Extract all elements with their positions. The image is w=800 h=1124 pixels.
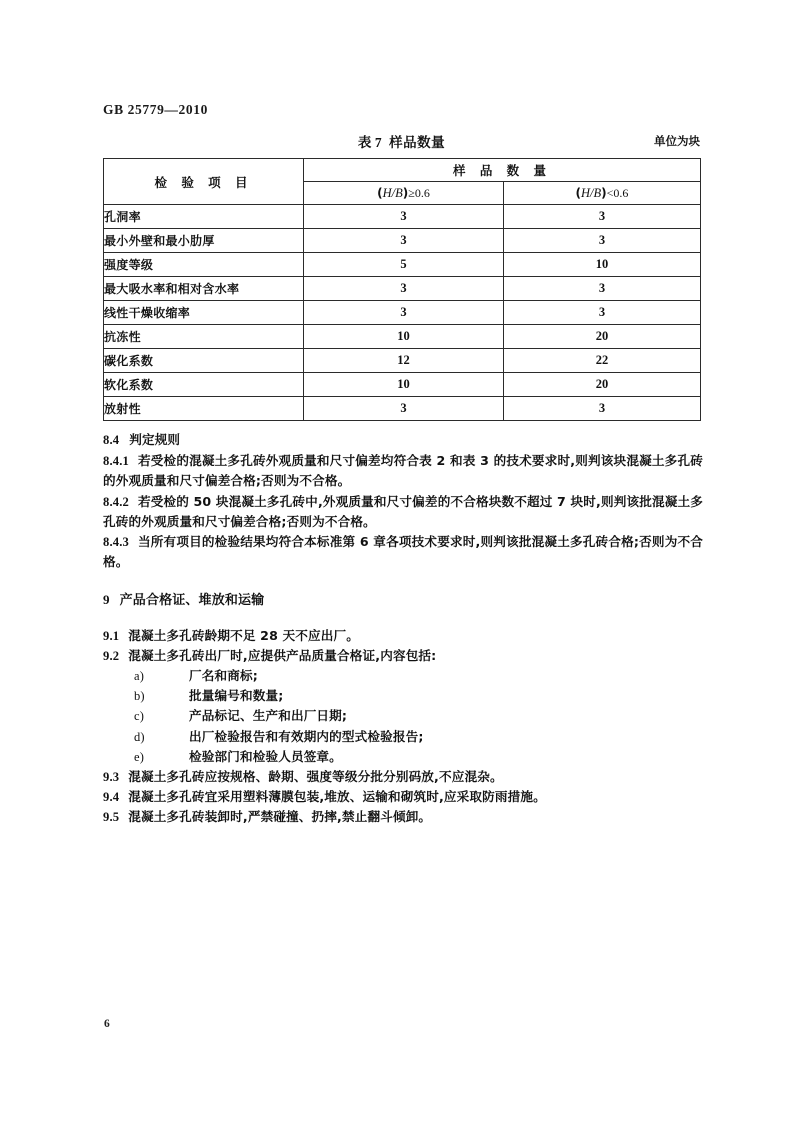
list-item [103, 706, 703, 726]
table-title-number: 7 [374, 135, 383, 150]
ratio-relation-lt: <0.6 [606, 185, 629, 200]
column-header-sample-quantity-group: 样 品 数 量 [304, 159, 701, 182]
cell-quantity-lt: 3 [504, 205, 701, 229]
clause-8-4-3 [103, 532, 703, 572]
list-item-text: 检验部门和检验人员签章。 [189, 748, 342, 764]
clause-8-4-title: 判定规则 [129, 432, 181, 447]
list-item [103, 747, 703, 767]
table-unit-note: 单位为块 [654, 134, 700, 148]
cell-quantity-ge: 5 [304, 253, 504, 277]
table-row [104, 205, 701, 229]
cell-inspection-item: 孔洞率 [104, 205, 304, 229]
cell-inspection-item: 最大吸水率和相对含水率 [104, 277, 304, 301]
clause-9-3 [103, 767, 703, 787]
cell-quantity-ge: 3 [304, 277, 504, 301]
ratio-variable-ge: H/B [382, 185, 403, 200]
running-header: GB 25779—2010 [103, 102, 208, 117]
list-item [103, 686, 703, 706]
section-9-heading [103, 590, 703, 611]
list-item-text: 厂名和商标; [189, 668, 258, 684]
column-header-inspection-item: 检 验 项 目 [104, 159, 304, 205]
cell-quantity-lt: 3 [504, 301, 701, 325]
list-item-text: 批量编号和数量; [189, 688, 284, 704]
section-9-number: 9 [103, 592, 110, 608]
body-text [103, 430, 703, 828]
clause-9-5-text: 混凝土多孔砖装卸时,严禁碰撞、扔摔,禁止翻斗倾卸。 [128, 809, 432, 825]
table-row [104, 229, 701, 253]
sample-quantity-table-wrapper [103, 158, 700, 421]
section-9-title: 产品合格证、堆放和运输 [119, 593, 265, 609]
clause-9-5-number: 9.5 [103, 810, 120, 825]
cell-quantity-ge: 3 [304, 301, 504, 325]
table-row [104, 325, 701, 349]
clause-9-2-number: 9.2 [103, 648, 120, 663]
clause-9-5 [103, 807, 703, 827]
list-item-marker: a) [134, 669, 145, 684]
clause-8-4-heading [103, 430, 703, 450]
clause-8-4-1-number: 8.4.1 [103, 454, 129, 469]
clause-8-4-2-text: 若受检的 50 块混凝土多孔砖中,外观质量和尺寸偏差的不合格块数不超过 7 块时,则判该批混凝土多孔砖的外观质量和尺寸偏差合格;否则为不合格。 [103, 493, 703, 529]
list-item-text: 产品标记、生产和出厂日期; [189, 708, 348, 724]
cell-quantity-ge: 10 [304, 325, 504, 349]
cell-quantity-lt: 20 [504, 373, 701, 397]
column-header-ratio-lt: (H/B)<0.6 [504, 182, 701, 205]
clause-9-1-text: 混凝土多孔砖龄期不足 28 天不应出厂。 [128, 627, 359, 643]
cell-quantity-ge: 3 [304, 205, 504, 229]
clause-9-1 [103, 626, 703, 646]
cell-quantity-lt: 20 [504, 325, 701, 349]
clause-9-3-text: 混凝土多孔砖应按规格、龄期、强度等级分批分别码放,不应混杂。 [128, 769, 503, 785]
list-item [103, 666, 703, 686]
table-header-row-1 [104, 159, 701, 182]
table-row [104, 301, 701, 325]
list-item-text: 出厂检验报告和有效期内的型式检验报告; [189, 728, 424, 744]
clause-8-4-1-text: 若受检的混凝土多孔砖外观质量和尺寸偏差均符合表 2 和表 3 的技术要求时,则判该块混凝土多孔砖的外观质量和尺寸偏差合格;否则为不合格。 [103, 453, 703, 489]
table-title [103, 131, 700, 151]
list-item-marker: b) [134, 689, 145, 704]
page-number: 6 [104, 1018, 110, 1030]
clause-9-4-text: 混凝土多孔砖宜采用塑料薄膜包装,堆放、运输和砌筑时,应采取防雨措施。 [128, 789, 546, 805]
table-row [104, 373, 701, 397]
cell-quantity-lt: 3 [504, 397, 701, 421]
table-row [104, 277, 701, 301]
cell-quantity-ge: 10 [304, 373, 504, 397]
table-head [104, 159, 701, 205]
clause-9-3-number: 9.3 [103, 770, 120, 785]
table-row [104, 253, 701, 277]
cell-quantity-lt: 3 [504, 229, 701, 253]
cell-quantity-ge: 3 [304, 229, 504, 253]
clause-8-4-3-text: 当所有项目的检验结果均符合本标准第 6 章各项技术要求时,则判该批混凝土多孔砖合格;否则为不合格。 [103, 534, 703, 570]
clause-9-2 [103, 646, 703, 666]
cell-quantity-ge: 3 [304, 397, 504, 421]
cell-inspection-item: 抗冻性 [104, 325, 304, 349]
ratio-variable-lt: H/B [581, 185, 602, 200]
ratio-relation-ge: ≥0.6 [408, 185, 430, 200]
clause-8-4-number: 8.4 [103, 433, 120, 447]
cell-quantity-ge: 12 [304, 349, 504, 373]
cell-inspection-item: 最小外壁和最小肋厚 [104, 229, 304, 253]
table-row [104, 349, 701, 373]
table-title-name: 样品数量 [389, 135, 446, 151]
cell-quantity-lt: 3 [504, 277, 701, 301]
list-item [103, 727, 703, 747]
cell-inspection-item: 软化系数 [104, 373, 304, 397]
table-title-prefix: 表 [357, 135, 372, 151]
cell-inspection-item: 碳化系数 [104, 349, 304, 373]
cell-quantity-lt: 22 [504, 349, 701, 373]
clause-8-4-2 [103, 492, 703, 532]
list-item-marker: e) [134, 749, 145, 764]
clause-8-4-3-number: 8.4.3 [103, 535, 129, 550]
list-item-marker: c) [134, 709, 145, 724]
clause-9-2-sublist [103, 666, 703, 767]
table-caption-row [103, 131, 700, 151]
sample-quantity-table [103, 158, 701, 421]
table-row [104, 397, 701, 421]
cell-quantity-lt: 10 [504, 253, 701, 277]
column-header-ratio-ge: (H/B)≥0.6 [304, 182, 504, 205]
clause-9-4-number: 9.4 [103, 790, 120, 805]
table-body [104, 205, 701, 421]
clause-9-2-text: 混凝土多孔砖出厂时,应提供产品质量合格证,内容包括: [128, 647, 437, 663]
cell-inspection-item: 放射性 [104, 397, 304, 421]
cell-inspection-item: 线性干燥收缩率 [104, 301, 304, 325]
list-item-marker: d) [134, 729, 145, 744]
clause-9-4 [103, 787, 703, 807]
cell-inspection-item: 强度等级 [104, 253, 304, 277]
clause-8-4-1 [103, 451, 703, 491]
clause-8-4-2-number: 8.4.2 [103, 494, 129, 509]
clause-9-1-number: 9.1 [103, 628, 120, 643]
